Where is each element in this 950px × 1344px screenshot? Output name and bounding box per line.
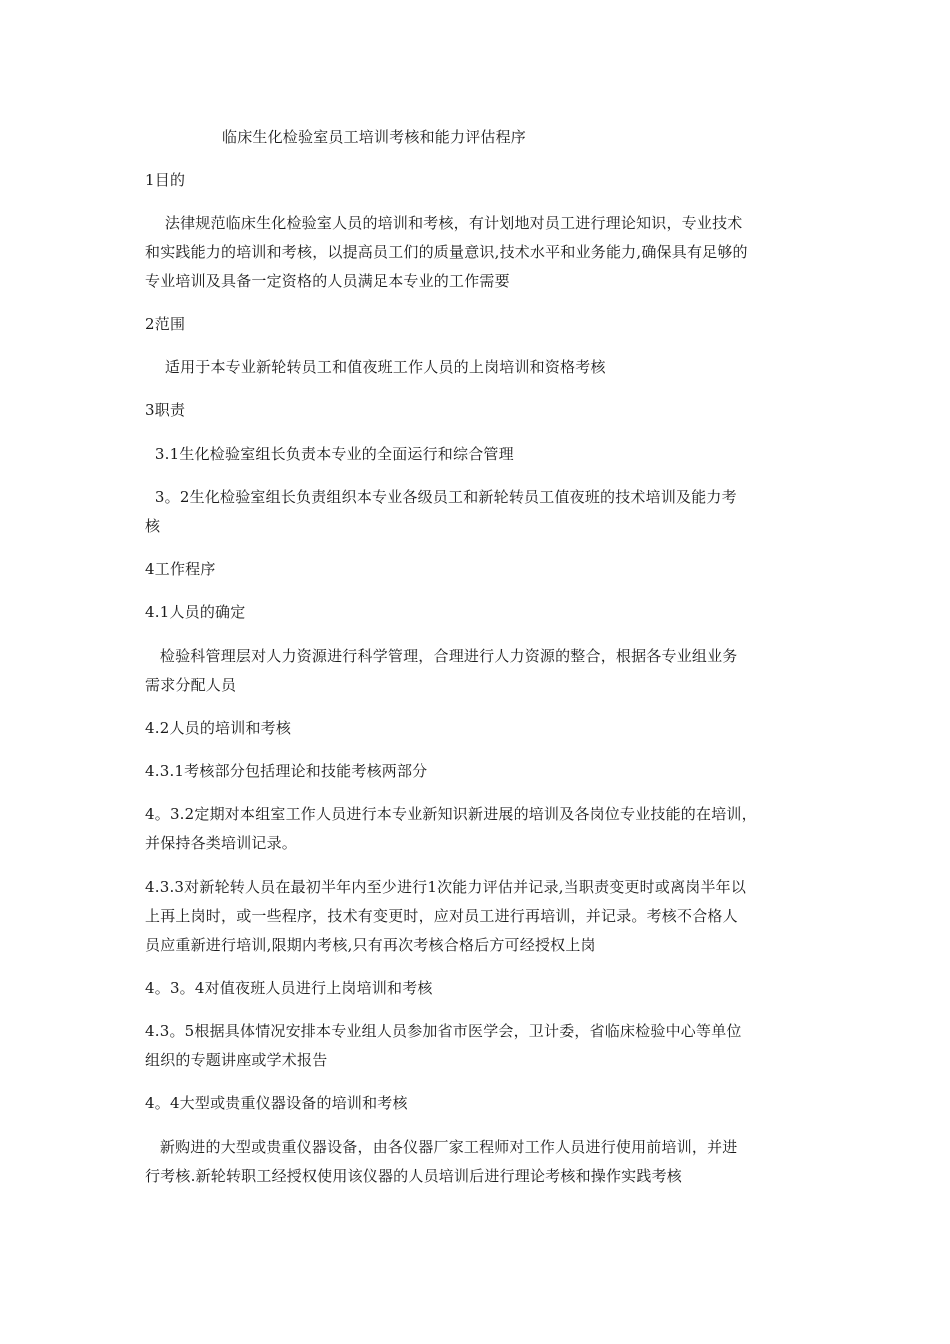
- paragraph-line: 行考核.新轮转职工经授权使用该仪器的人员培训后进行理论考核和操作实践考核: [145, 1167, 682, 1185]
- subsection-line: 3。2生化检验室组长负责组织本专业各级员工和新轮转员工值夜班的技术培训及能力考: [145, 488, 737, 506]
- section-heading: 2范围: [145, 315, 186, 333]
- subsection-line: 并保持各类培训记录。: [145, 834, 298, 852]
- subsection-heading: 4.2人员的培训和考核: [145, 719, 292, 737]
- section-heading: 3职责: [145, 401, 186, 419]
- subsection-line: 3.1生化检验室组长负责本专业的全面运行和综合管理: [145, 445, 514, 463]
- paragraph-line: 新购进的大型或贵重仪器设备，由各仪器厂家工程师对工作人员进行使用前培训，并进: [145, 1138, 738, 1156]
- subsection-line: 核: [145, 517, 161, 535]
- subsection-line: 员应重新进行培训,限期内考核,只有再次考核合格后方可经授权上岗: [145, 936, 596, 954]
- paragraph-line: 需求分配人员: [145, 676, 237, 694]
- paragraph-line: 专业培训及具备一定资格的人员满足本专业的工作需要: [145, 272, 510, 290]
- paragraph-line: 适用于本专业新轮转员工和值夜班工作人员的上岗培训和资格考核: [145, 358, 606, 376]
- subsection-line: 4。3。4对值夜班人员进行上岗培训和考核: [145, 979, 433, 997]
- subsection-line: 4。3.2定期对本组室工作人员进行本专业新知识新进展的培训及各岗位专业技能的在培训，: [145, 805, 757, 823]
- subsection-heading: 4.1人员的确定: [145, 603, 246, 621]
- section-heading: 1目的: [145, 171, 186, 189]
- subsection-line: 4.3.3对新轮转人员在最初半年内至少进行1次能力评估并记录,当职责变更时或离岗半年以: [145, 878, 747, 896]
- paragraph-line: 法律规范临床生化检验室人员的培训和考核，有计划地对员工进行理论知识，专业技术: [145, 214, 743, 232]
- paragraph-line: 和实践能力的培训和考核，以提高员工们的质量意识,技术水平和业务能力,确保具有足够的: [145, 243, 748, 261]
- paragraph-line: 检验科管理层对人力资源进行科学管理，合理进行人力资源的整合，根据各专业组业务: [145, 647, 738, 665]
- subsection-heading: 4。4大型或贵重仪器设备的培训和考核: [145, 1094, 408, 1112]
- document-title: 临床生化检验室员工培训考核和能力评估程序: [222, 128, 527, 146]
- subsection-line: 组织的专题讲座或学术报告: [145, 1051, 328, 1069]
- subsection-line: 4.3.1考核部分包括理论和技能考核两部分: [145, 762, 428, 780]
- section-heading: 4工作程序: [145, 560, 216, 578]
- subsection-line: 4.3。5根据具体情况安排本专业组人员参加省市医学会，卫计委，省临床检验中心等单位: [145, 1022, 742, 1040]
- subsection-line: 上再上岗时，或一些程序，技术有变更时，应对员工进行再培训，并记录。考核不合格人: [145, 907, 738, 925]
